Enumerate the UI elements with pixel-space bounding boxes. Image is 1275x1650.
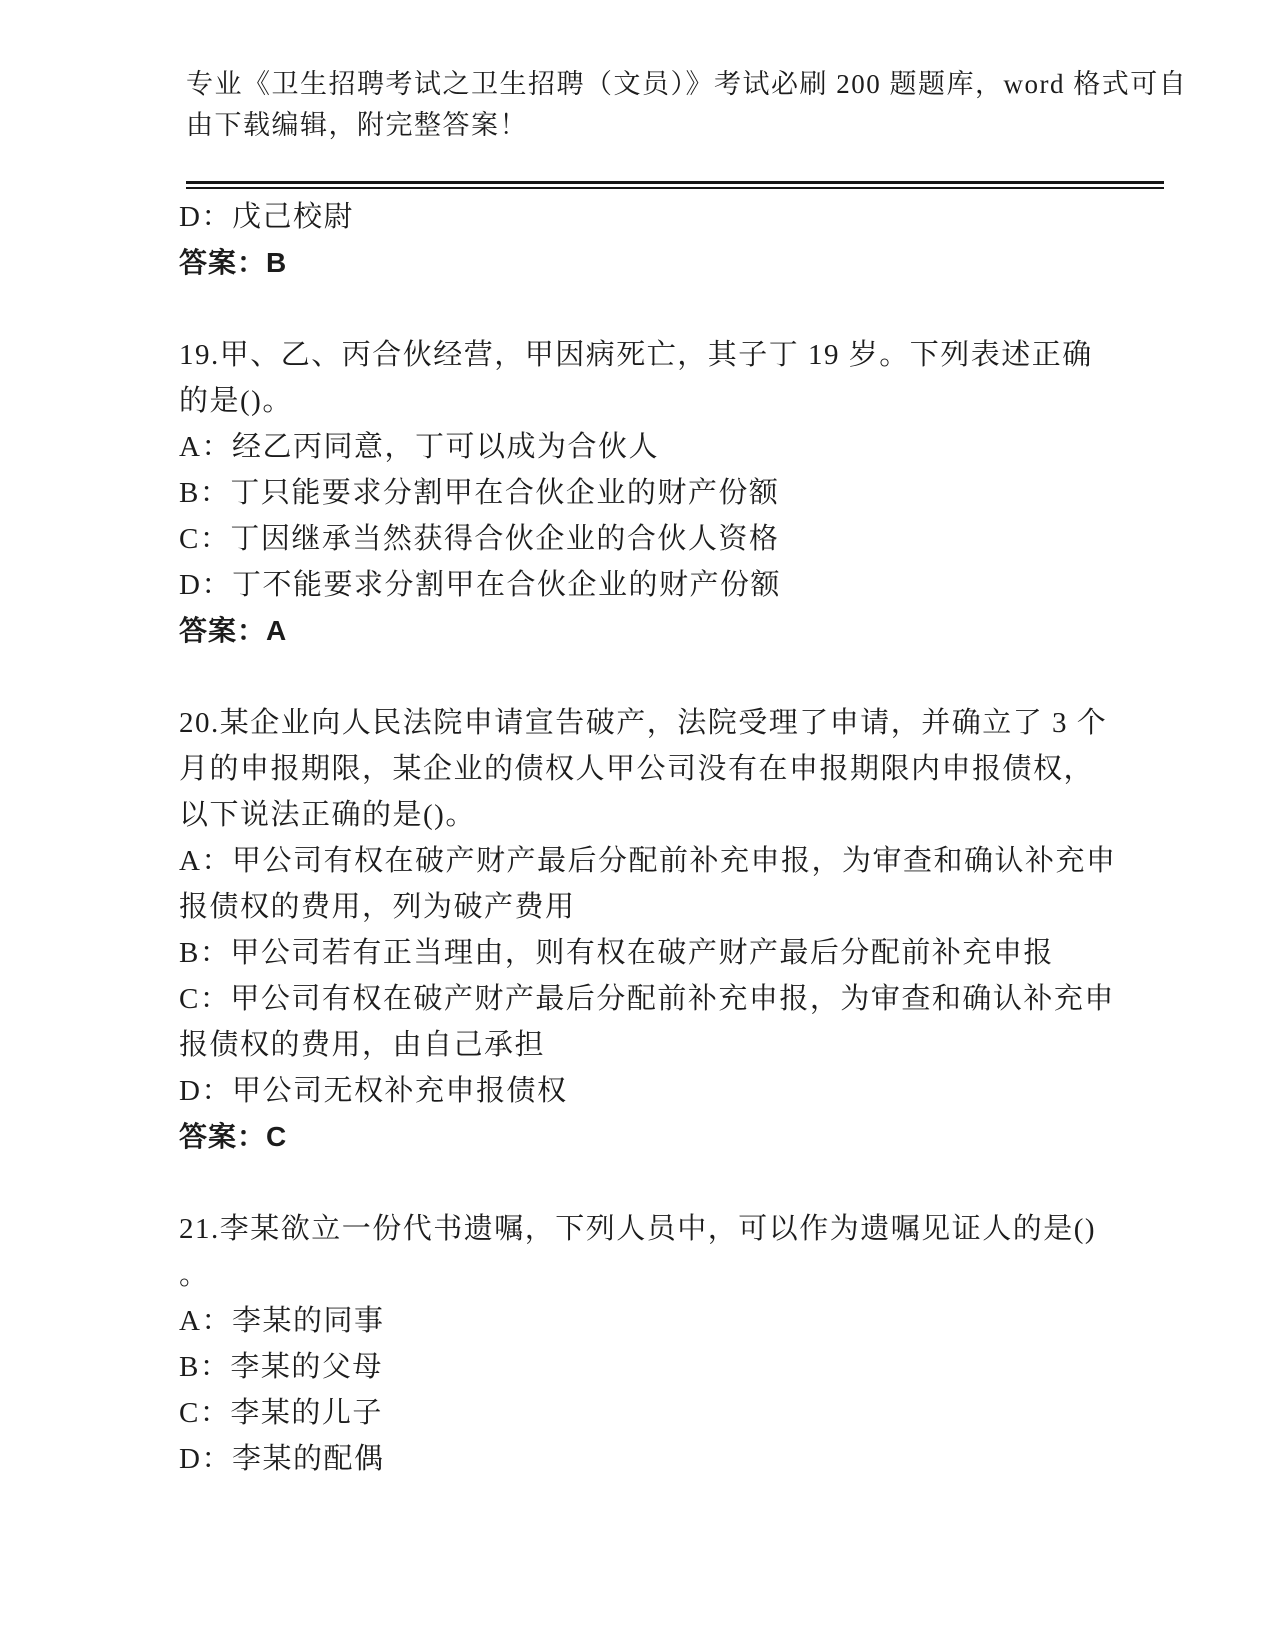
blank-line — [179, 654, 1159, 700]
question-text-line: 20.某企业向人民法院申请宣告破产，法院受理了申请，并确立了 3 个 — [179, 707, 1108, 739]
question-text-line: 19.甲、乙、丙合伙经营，甲因病死亡，其子丁 19 岁。下列表述正确 — [179, 339, 1093, 371]
question-text-line: 以下说法正确的是()。 — [179, 799, 476, 831]
question-text-line: 21.李某欲立一份代书遗嘱，下列人员中，可以作为遗嘱见证人的是() — [179, 1213, 1097, 1245]
document-header — [186, 64, 1188, 146]
option-line: B：丁只能要求分割甲在合伙企业的财产份额 — [179, 477, 780, 509]
option-line: 报债权的费用，由自己承担 — [179, 1029, 546, 1061]
answer-line: 答案：A — [179, 615, 288, 646]
option-line: D：戊己校尉 — [179, 201, 354, 233]
option-line: D：丁不能要求分割甲在合伙企业的财产份额 — [179, 569, 781, 601]
blank-line — [179, 286, 1159, 332]
option-line: C：李某的儿子 — [179, 1397, 383, 1429]
option-line: A：甲公司有权在破产财产最后分配前补充申报，为审查和确认补充申 — [179, 845, 1117, 877]
document-body — [179, 194, 1159, 1482]
option-line: D：甲公司无权补充申报债权 — [179, 1075, 568, 1107]
option-line: A：李某的同事 — [179, 1305, 385, 1337]
header-divider-rule — [186, 181, 1164, 184]
option-line: 报债权的费用，列为破产费用 — [179, 891, 576, 923]
header-line-1: 专业《卫生招聘考试之卫生招聘（文员）》考试必刷 200 题题库，word 格式可自 — [186, 69, 1188, 99]
option-line: D：李某的配偶 — [179, 1443, 385, 1475]
blank-line — [179, 1160, 1159, 1206]
header-line-2: 由下载编辑，附完整答案！ — [186, 110, 528, 140]
option-line: C：丁因继承当然获得合伙企业的合伙人资格 — [179, 523, 780, 555]
question-text-line: 月的申报期限，某企业的债权人甲公司没有在申报期限内申报债权， — [179, 753, 1095, 785]
option-line: B：甲公司若有正当理由，则有权在破产财产最后分配前补充申报 — [179, 937, 1054, 969]
answer-line: 答案：B — [179, 247, 288, 278]
question-text-line: 的是()。 — [179, 385, 293, 417]
option-line: C：甲公司有权在破产财产最后分配前补充申报，为审查和确认补充申 — [179, 983, 1115, 1015]
option-line: B：李某的父母 — [179, 1351, 383, 1383]
answer-line: 答案：C — [179, 1121, 288, 1152]
option-line: A：经乙丙同意，丁可以成为合伙人 — [179, 431, 659, 463]
question-text-line: 。 — [179, 1259, 210, 1291]
